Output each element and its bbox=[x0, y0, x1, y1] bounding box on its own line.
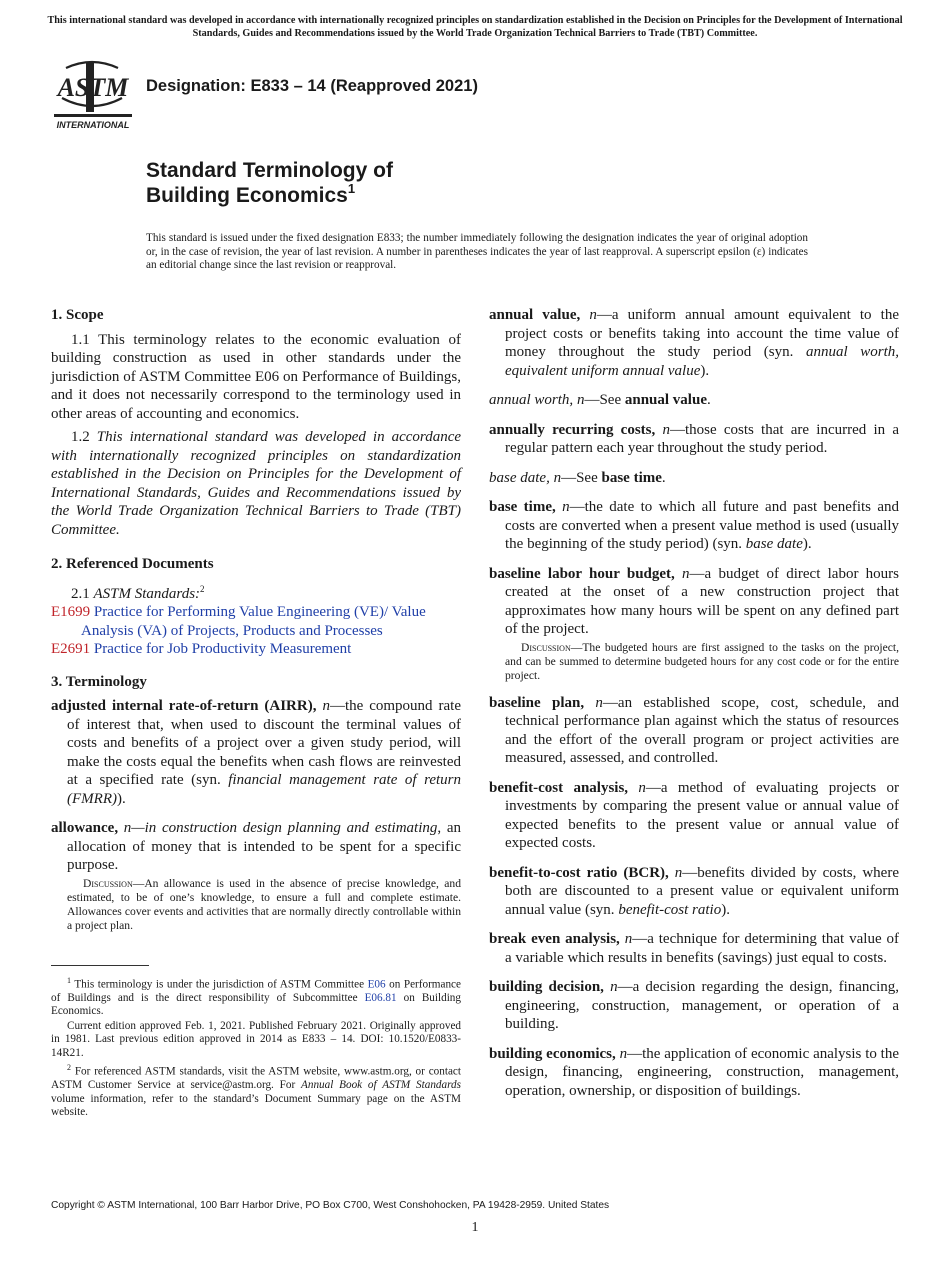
part-of-speech: n bbox=[619, 1045, 628, 1062]
definition: —the compound rate of interest that, when used to discount the terminal values of costs and benefits of a project over a given study period, will make the costs equal the benefits when cash flows are reinvested at a specified rate (syn. bbox=[67, 698, 461, 788]
part-of-speech: n bbox=[595, 694, 603, 711]
issuance-note: This standard is issued under the fixed designation E833; the number immediately following the designation indicates the year of original adoption or, in the case of revision, the year of last revision. A number in parentheses indicates the year of last reapproval. A superscript epsilon (ε) indicates an editorial change since the last revision or reapproval. bbox=[146, 232, 808, 271]
referenced-documents-list bbox=[51, 580, 461, 659]
discussion-text: —An allowance is used in the absence of precise knowledge, and estimated, to be of one’s knowledge, to ensure a full and complete estimate. Allowances cover events and activities that are normally directly controllable within a project plan. bbox=[67, 876, 461, 932]
term: annual value, bbox=[489, 307, 581, 323]
footnote-text: on Performance of Buildings and is the direct responsibility of Subcommittee bbox=[51, 978, 461, 1004]
definition-end: ). bbox=[116, 790, 126, 807]
reference-link-e2691[interactable] bbox=[51, 640, 461, 659]
term-entry-building-economics bbox=[489, 1045, 899, 1101]
discussion-label: Discussion bbox=[521, 640, 571, 654]
part-of-speech: n bbox=[674, 864, 683, 881]
scope-paragraph-2-num: 1.2 bbox=[71, 429, 90, 445]
see-label: —See bbox=[561, 469, 602, 486]
designation: Designation: E833 – 14 (Reapproved 2021) bbox=[146, 77, 478, 95]
astm-standards-text: ASTM Standards: bbox=[93, 585, 201, 602]
part-of-speech: n bbox=[576, 392, 585, 408]
term-entry-benefit-to-cost-ratio bbox=[489, 864, 899, 920]
term: break even analysis, bbox=[489, 931, 620, 947]
terminology-heading: 3. Terminology bbox=[51, 673, 147, 690]
footnote-1 bbox=[51, 974, 461, 1019]
term: annually recurring costs, bbox=[489, 421, 656, 438]
see-label: —See bbox=[584, 392, 625, 408]
reference-title: Practice for Job Productivity Measurement bbox=[93, 641, 352, 657]
definition: —a uniform annual amount equivalent to the project costs or benefits taking into account the time value of money throughout the study period (syn. bbox=[505, 307, 899, 360]
qualifier: —in construction design planning and estimating bbox=[131, 820, 438, 836]
term: baseline plan, bbox=[489, 694, 585, 711]
term: base date, bbox=[489, 469, 550, 486]
part-of-speech: n bbox=[123, 820, 132, 836]
footnote-italic: Annual Book of ASTM Standards bbox=[301, 1079, 461, 1092]
reference-link-e1699[interactable] bbox=[51, 603, 461, 640]
scope-paragraph-2 bbox=[51, 428, 461, 539]
reference-title: Practice for Performing Value Engineering (VE)/ Value Analysis (VA) of Projects, Products and Processes bbox=[81, 604, 426, 639]
copyright-notice: Copyright © ASTM International, 100 Barr Harbor Drive, PO Box C700, West Conshohocken, PA 19428-2959. United States bbox=[51, 1200, 610, 1211]
term-entry-base-time bbox=[489, 498, 899, 554]
part-of-speech: n bbox=[662, 421, 670, 438]
scope-heading: 1. Scope bbox=[51, 307, 104, 323]
page-number: 1 bbox=[471, 1220, 479, 1235]
footnote-2 bbox=[51, 1061, 461, 1120]
definition-end: ). bbox=[721, 901, 730, 918]
term-entry-annual-value bbox=[489, 306, 899, 380]
astm-standards-label bbox=[51, 580, 461, 604]
scope-paragraph-2-text: This international standard was developed in accordance with internationally recognized principles on standardization established in the Decision on Principles for the Development of International Standards, Guides and Recommendations issued by the World Trade Organization Technical Barriers to Trade (TBT) Committee. bbox=[51, 429, 462, 538]
svg-text:ASTM: ASTM bbox=[57, 73, 129, 102]
synonym: annual worth, equivalent uniform annual value bbox=[505, 344, 899, 379]
definition-end: ). bbox=[700, 362, 710, 379]
definition: —a budget of direct labor hours created at the onset of a new construction project that approximates how many hours will be spent on any defined part of the project. bbox=[505, 565, 900, 637]
term-entry-break-even-analysis bbox=[489, 930, 899, 967]
definition-end: ). bbox=[802, 536, 812, 552]
term: adjusted internal rate-of-return (AIRR), bbox=[51, 698, 317, 714]
svg-text:INTERNATIONAL: INTERNATIONAL bbox=[56, 120, 130, 130]
term-entry-base-date bbox=[489, 469, 899, 488]
part-of-speech: n bbox=[638, 779, 646, 796]
term-entry-allowance bbox=[51, 819, 461, 875]
term-entry-baseline-plan bbox=[489, 694, 899, 768]
synonym: benefit-cost ratio bbox=[618, 901, 722, 918]
term-entry-annual-worth bbox=[489, 391, 899, 410]
footnote-edition: Current edition approved Feb. 1, 2021. Published February 2021. Originally approved in 1981. Last previous edition approved in 2014 as E833 – 14. DOI: 10.1520/E0833-14R21. bbox=[51, 1019, 461, 1059]
footnote-mark: 1 bbox=[67, 975, 71, 985]
part-of-speech: n bbox=[562, 499, 570, 515]
part-of-speech: n bbox=[610, 979, 618, 995]
term: building decision, bbox=[489, 979, 604, 995]
part-of-speech: n bbox=[682, 565, 690, 582]
definition: —the application of economic analysis to the design, financing, engineering, construction, management, operation, ownership, or disposition of buildings. bbox=[505, 1045, 900, 1099]
referenced-documents-heading: 2. Referenced Documents bbox=[51, 556, 214, 572]
term: annual worth, bbox=[489, 392, 574, 408]
see-reference: annual value bbox=[624, 392, 707, 408]
definition: —a decision regarding the design, financing, engineering, construction, management, or operation of a building. bbox=[505, 979, 899, 1032]
reference-code: E1699 bbox=[51, 604, 91, 620]
footnote-mark: 2 bbox=[67, 1063, 71, 1073]
left-column bbox=[51, 306, 461, 1121]
discussion-baseline-labor-hour-budget bbox=[505, 641, 899, 683]
international-standard-notice: This international standard was developed in accordance with internationally recognized principles on standardization established in the Decision on Principles for the Development of International Standards, Guides and Recommendations issued by the World Trade Organization Technical Barriers to Trade (TBT) Committee. bbox=[47, 15, 903, 39]
discussion-label: Discussion bbox=[83, 876, 133, 890]
astm-standards-num: 2.1 bbox=[71, 585, 90, 602]
part-of-speech: n bbox=[589, 307, 597, 323]
term: base time, bbox=[489, 499, 556, 515]
scope-paragraph-1: 1.1 This terminology relates to the economic evaluation of building construction as used in other standards under the jurisdiction of ASTM Committee E06 on Performance of Buildings, and it does not necessarily correspond to the terminology used in other areas of accounting and economics. bbox=[51, 331, 461, 422]
committee-link-e06[interactable]: E06 bbox=[367, 978, 386, 991]
footnote-text: This terminology is under the jurisdiction of ASTM Committee bbox=[74, 978, 368, 991]
part-of-speech: n bbox=[624, 931, 633, 947]
term-entry-building-decision bbox=[489, 978, 899, 1034]
term: allowance, bbox=[51, 820, 119, 836]
term: benefit-to-cost ratio (BCR), bbox=[489, 864, 669, 881]
definition: —benefits divided by costs, where both are discounted to a present value or equivalent uniform annual value (syn. bbox=[505, 864, 899, 918]
footnote-text: on Building Economics. bbox=[51, 991, 461, 1018]
term-entry-annually-recurring-costs bbox=[489, 421, 899, 458]
definition: —a technique for determining that value of a variable which results in benefits (savings) just equal to costs. bbox=[505, 931, 899, 966]
subcommittee-link-e06-81[interactable]: E06.81 bbox=[364, 991, 397, 1004]
title-footnote-mark: 1 bbox=[347, 181, 356, 196]
part-of-speech: n bbox=[553, 469, 562, 486]
document-title bbox=[146, 158, 393, 208]
astm-standards-mark: 2 bbox=[200, 583, 205, 594]
synonym: base date bbox=[745, 536, 803, 552]
definition: —those costs that are incurred in a regular pattern each year throughout the study period. bbox=[505, 421, 900, 456]
term-entry-baseline-labor-hour-budget bbox=[489, 565, 899, 639]
see-reference: base time bbox=[601, 469, 662, 486]
synonym: financial management rate of return (FMRR) bbox=[67, 772, 462, 807]
definition: —an established scope, cost, schedule, and technical performance plan against which the status of resources and the effort of the overall program or project activities are measured, assessed, and controlled. bbox=[505, 694, 900, 766]
term: benefit-cost analysis, bbox=[489, 779, 629, 796]
discussion-text: —The budgeted hours are first assigned to the tasks on the project, and can be summed to determine budgeted hours for any cost code or for the entire project. bbox=[505, 640, 899, 682]
term-entry-benefit-cost-analysis bbox=[489, 779, 899, 853]
term: baseline labor hour budget, bbox=[489, 565, 675, 582]
title-line-1: Standard Terminology of bbox=[146, 159, 393, 182]
definition: , an allocation of money that is intended to be spent for a specific purpose. bbox=[67, 820, 461, 873]
right-column bbox=[489, 306, 899, 1111]
term: building economics, bbox=[489, 1045, 616, 1062]
footnote-divider bbox=[51, 965, 149, 966]
term-entry-airr bbox=[51, 697, 461, 808]
astm-logo-icon bbox=[52, 58, 134, 132]
part-of-speech: n bbox=[322, 698, 330, 714]
footnote-text: volume information, refer to the standard’s Document Summary page on the ASTM website. bbox=[51, 1092, 461, 1119]
definition-end: . bbox=[661, 469, 666, 486]
definition: —a method of evaluating projects or investments by comparing the present value or annual value of expected benefits to the present value or annual value of expected costs. bbox=[505, 779, 900, 851]
title-line-2: Building Economics bbox=[146, 184, 348, 207]
footnote-text: For referenced ASTM standards, visit the ASTM website, www.astm.org, or contact ASTM Customer Service at service@astm.org. For bbox=[51, 1065, 461, 1092]
reference-code: E2691 bbox=[51, 641, 91, 657]
definition: —the date to which all future and past benefits and costs are converted when a present value method is used (usually the beginning of the study period) (syn. bbox=[505, 499, 900, 552]
definition-end: . bbox=[706, 392, 711, 408]
discussion-allowance bbox=[67, 877, 461, 933]
